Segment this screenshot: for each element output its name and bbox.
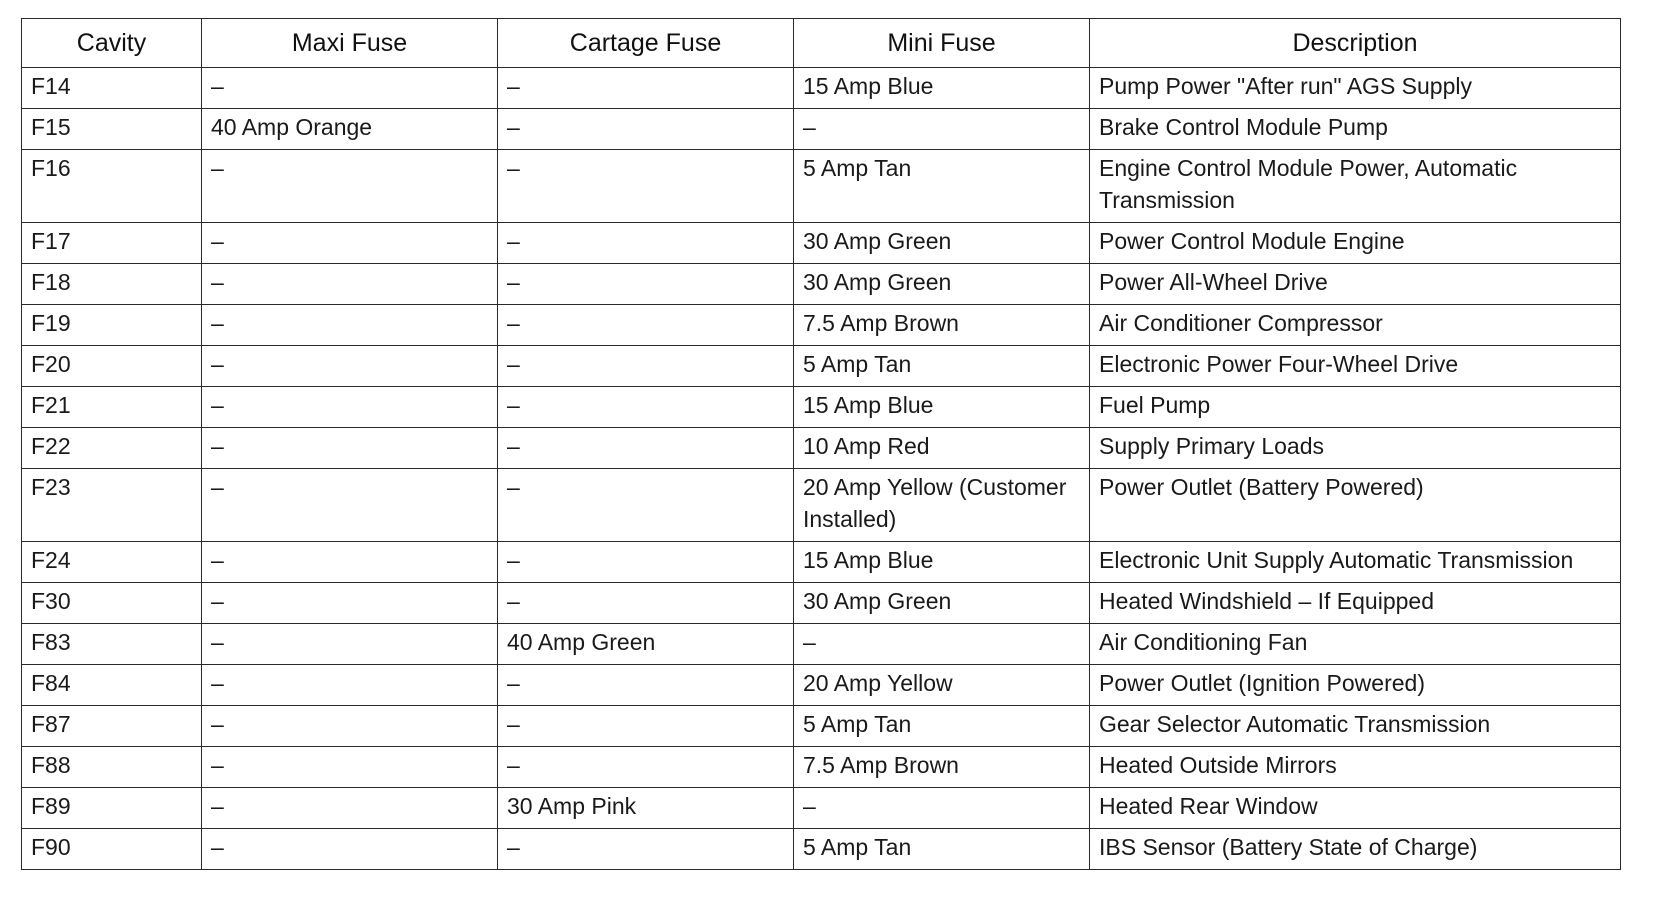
cell-cavity: F15 <box>22 109 202 150</box>
fuse-table <box>21 18 1621 870</box>
cell-cavity: F14 <box>22 68 202 109</box>
cell-maxi-fuse: – <box>202 788 498 829</box>
cell-mini-fuse: – <box>794 109 1090 150</box>
table-row <box>22 346 1621 387</box>
cell-mini-fuse: 5 Amp Tan <box>794 150 1090 223</box>
cell-mini-fuse: – <box>794 788 1090 829</box>
cell-cartage-fuse: – <box>498 387 794 428</box>
cell-cavity: F18 <box>22 264 202 305</box>
cell-description: Power All-Wheel Drive <box>1090 264 1621 305</box>
table-row <box>22 788 1621 829</box>
cell-cavity: F16 <box>22 150 202 223</box>
cell-cartage-fuse: – <box>498 829 794 870</box>
cell-description: Brake Control Module Pump <box>1090 109 1621 150</box>
cell-description: Supply Primary Loads <box>1090 428 1621 469</box>
cell-description: Heated Rear Window <box>1090 788 1621 829</box>
cell-description: Electronic Power Four-Wheel Drive <box>1090 346 1621 387</box>
table-row <box>22 542 1621 583</box>
table-row <box>22 747 1621 788</box>
cell-mini-fuse: 30 Amp Green <box>794 223 1090 264</box>
table-row <box>22 223 1621 264</box>
cell-mini-fuse: 30 Amp Green <box>794 264 1090 305</box>
cell-cavity: F90 <box>22 829 202 870</box>
cell-cavity: F19 <box>22 305 202 346</box>
table-row <box>22 428 1621 469</box>
cell-maxi-fuse: – <box>202 747 498 788</box>
table-row <box>22 665 1621 706</box>
cell-cartage-fuse: – <box>498 264 794 305</box>
cell-mini-fuse: 7.5 Amp Brown <box>794 305 1090 346</box>
cell-cartage-fuse: – <box>498 542 794 583</box>
cell-mini-fuse: – <box>794 624 1090 665</box>
cell-description: Engine Control Module Power, Automatic Transmission <box>1090 150 1621 223</box>
cell-maxi-fuse: – <box>202 542 498 583</box>
cell-cartage-fuse: – <box>498 109 794 150</box>
cell-description: IBS Sensor (Battery State of Charge) <box>1090 829 1621 870</box>
cell-description: Power Outlet (Battery Powered) <box>1090 469 1621 542</box>
cell-description: Heated Windshield – If Equipped <box>1090 583 1621 624</box>
cell-description: Gear Selector Automatic Transmission <box>1090 706 1621 747</box>
cell-maxi-fuse: – <box>202 665 498 706</box>
cell-cartage-fuse: – <box>498 223 794 264</box>
cell-maxi-fuse: – <box>202 264 498 305</box>
table-row <box>22 624 1621 665</box>
table-row <box>22 583 1621 624</box>
cell-cartage-fuse: – <box>498 150 794 223</box>
cell-description: Air Conditioning Fan <box>1090 624 1621 665</box>
table-body <box>22 68 1621 870</box>
cell-maxi-fuse: 40 Amp Orange <box>202 109 498 150</box>
cell-cavity: F84 <box>22 665 202 706</box>
cell-maxi-fuse: – <box>202 624 498 665</box>
cell-cartage-fuse: – <box>498 469 794 542</box>
cell-cavity: F23 <box>22 469 202 542</box>
cell-description: Pump Power "After run" AGS Supply <box>1090 68 1621 109</box>
cell-mini-fuse: 20 Amp Yellow <box>794 665 1090 706</box>
cell-cavity: F87 <box>22 706 202 747</box>
table-row <box>22 305 1621 346</box>
cell-mini-fuse: 5 Amp Tan <box>794 706 1090 747</box>
cell-description: Fuel Pump <box>1090 387 1621 428</box>
cell-cavity: F20 <box>22 346 202 387</box>
cell-maxi-fuse: – <box>202 583 498 624</box>
cell-cartage-fuse: – <box>498 665 794 706</box>
table-row <box>22 706 1621 747</box>
cell-cartage-fuse: – <box>498 305 794 346</box>
cell-cartage-fuse: – <box>498 706 794 747</box>
cell-cartage-fuse: 40 Amp Green <box>498 624 794 665</box>
cell-description: Electronic Unit Supply Automatic Transmission <box>1090 542 1621 583</box>
header-mini-fuse: Mini Fuse <box>794 19 1090 68</box>
header-cavity: Cavity <box>22 19 202 68</box>
table-row <box>22 68 1621 109</box>
cell-cavity: F24 <box>22 542 202 583</box>
header-row <box>22 19 1621 68</box>
cell-description: Air Conditioner Compressor <box>1090 305 1621 346</box>
cell-cavity: F88 <box>22 747 202 788</box>
cell-cartage-fuse: – <box>498 68 794 109</box>
cell-mini-fuse: 7.5 Amp Brown <box>794 747 1090 788</box>
cell-maxi-fuse: – <box>202 150 498 223</box>
cell-cavity: F17 <box>22 223 202 264</box>
cell-cavity: F21 <box>22 387 202 428</box>
cell-maxi-fuse: – <box>202 469 498 542</box>
cell-maxi-fuse: – <box>202 305 498 346</box>
cell-mini-fuse: 20 Amp Yellow (Customer Installed) <box>794 469 1090 542</box>
cell-maxi-fuse: – <box>202 68 498 109</box>
cell-mini-fuse: 15 Amp Blue <box>794 542 1090 583</box>
table-row <box>22 109 1621 150</box>
cell-description: Heated Outside Mirrors <box>1090 747 1621 788</box>
cell-maxi-fuse: – <box>202 706 498 747</box>
header-maxi-fuse: Maxi Fuse <box>202 19 498 68</box>
cell-cavity: F22 <box>22 428 202 469</box>
header-cartage-fuse: Cartage Fuse <box>498 19 794 68</box>
cell-cavity: F30 <box>22 583 202 624</box>
cell-cartage-fuse: 30 Amp Pink <box>498 788 794 829</box>
cell-cartage-fuse: – <box>498 346 794 387</box>
cell-maxi-fuse: – <box>202 428 498 469</box>
cell-cavity: F83 <box>22 624 202 665</box>
table-row <box>22 387 1621 428</box>
cell-mini-fuse: 30 Amp Green <box>794 583 1090 624</box>
cell-mini-fuse: 10 Amp Red <box>794 428 1090 469</box>
cell-mini-fuse: 5 Amp Tan <box>794 346 1090 387</box>
cell-description: Power Control Module Engine <box>1090 223 1621 264</box>
cell-cartage-fuse: – <box>498 428 794 469</box>
table-row <box>22 469 1621 542</box>
cell-maxi-fuse: – <box>202 387 498 428</box>
table-row <box>22 264 1621 305</box>
cell-cartage-fuse: – <box>498 747 794 788</box>
cell-maxi-fuse: – <box>202 346 498 387</box>
cell-maxi-fuse: – <box>202 223 498 264</box>
cell-description: Power Outlet (Ignition Powered) <box>1090 665 1621 706</box>
cell-mini-fuse: 15 Amp Blue <box>794 68 1090 109</box>
table-header <box>22 19 1621 68</box>
cell-cartage-fuse: – <box>498 583 794 624</box>
cell-mini-fuse: 5 Amp Tan <box>794 829 1090 870</box>
table-row <box>22 829 1621 870</box>
cell-mini-fuse: 15 Amp Blue <box>794 387 1090 428</box>
header-description: Description <box>1090 19 1621 68</box>
table-row <box>22 150 1621 223</box>
cell-maxi-fuse: – <box>202 829 498 870</box>
cell-cavity: F89 <box>22 788 202 829</box>
